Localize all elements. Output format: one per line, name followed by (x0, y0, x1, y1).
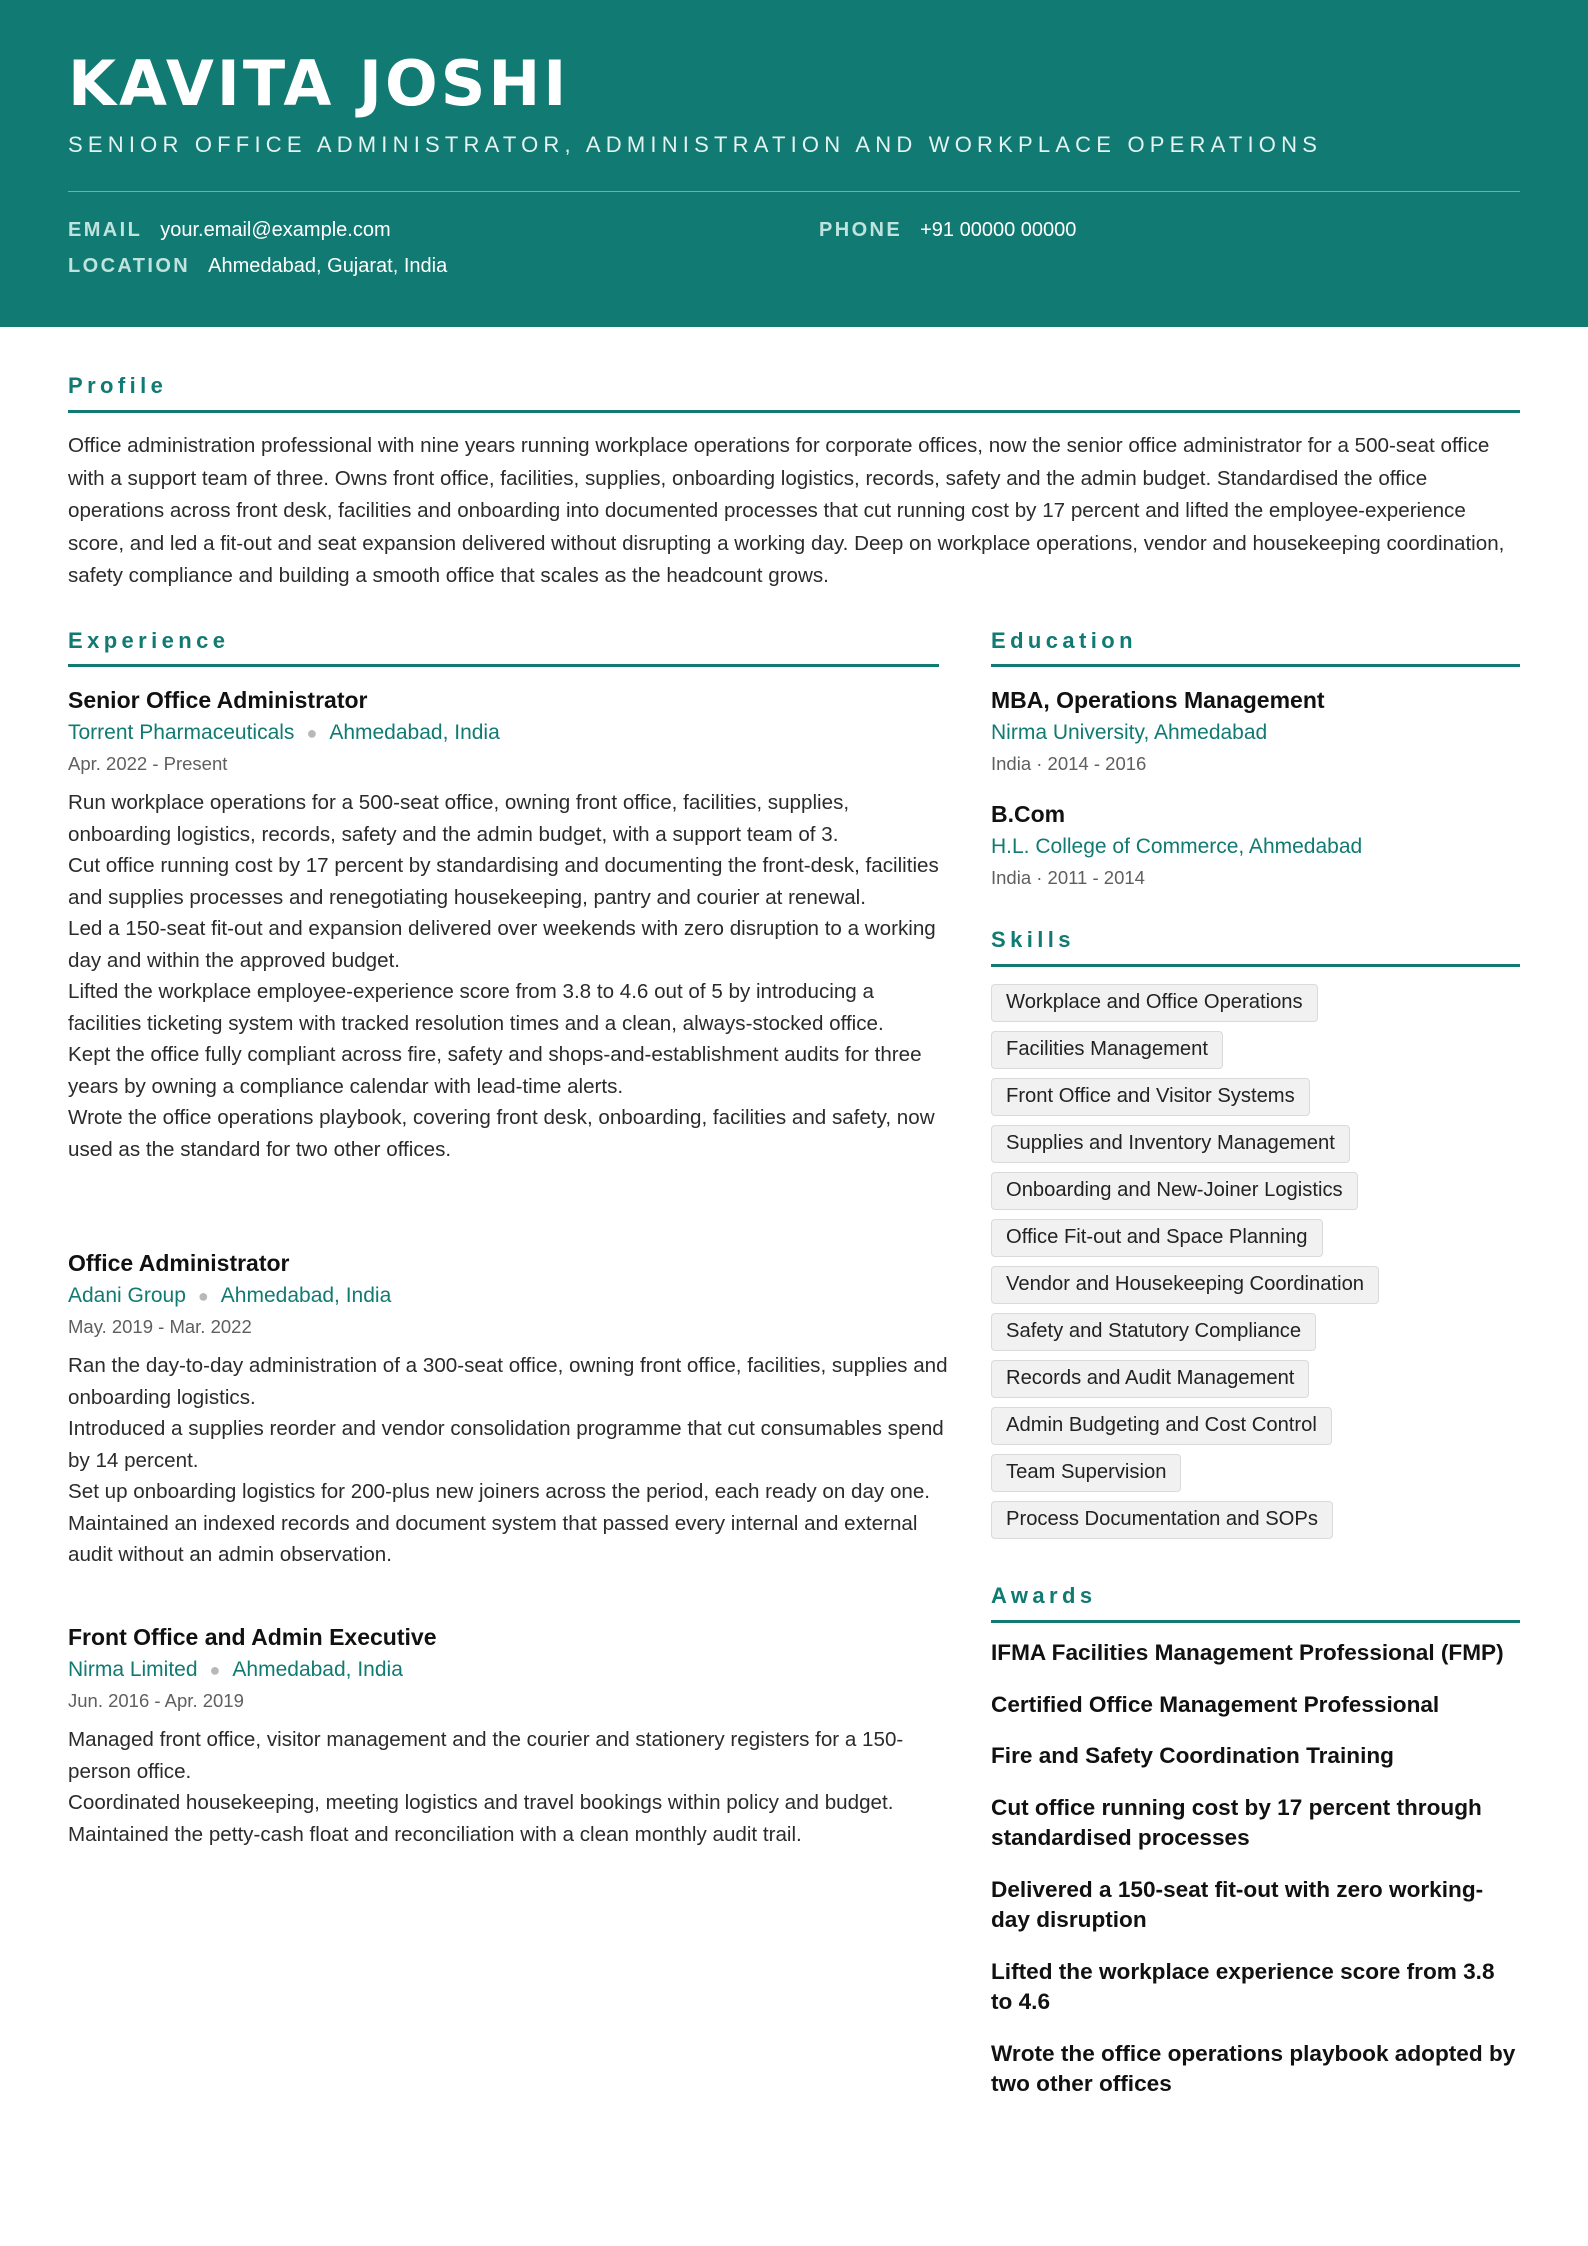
achievement-item: Lifted the workplace employee-experience score from 3.8 to 4.6 out of 5 by introducing a facilities ticketing system with tracked resolution times and a clean, always-stocked office. (68, 980, 884, 1035)
skill-tag: Records and Audit Management (991, 1360, 1309, 1398)
skill-tag: Admin Budgeting and Cost Control (991, 1407, 1332, 1445)
contact-email (68, 219, 391, 242)
job-title: Office Administrator (68, 1250, 290, 1276)
skills-list (991, 984, 1520, 1548)
profile-heading: Profile (68, 373, 168, 398)
email-value[interactable]: your.email@example.com (160, 219, 391, 241)
award-item: Lifted the workplace experience score from 3.8 to 4.6 (991, 1958, 1495, 2014)
email-label: EMAIL (68, 219, 143, 241)
candidate-name: KAVITA JOSHI (68, 47, 570, 120)
education-divider (991, 664, 1520, 667)
experience-heading: Experience (68, 628, 230, 653)
candidate-headline: SENIOR OFFICE ADMINISTRATOR, ADMINISTRATION AND WORKPLACE OPERATIONS (68, 132, 1323, 157)
profile-divider (68, 410, 1520, 413)
award-item: IFMA Facilities Management Professional (FMP) (991, 1640, 1504, 1665)
achievement-item: Run workplace operations for a 500-seat office, owning front office, facilities, supplies, onboarding logistics, records, safety and the admin budget, with a support team of 3. (68, 791, 850, 846)
job-entry (68, 1622, 948, 1850)
award-item: Fire and Safety Coordination Training (991, 1743, 1394, 1768)
skill-tag: Team Supervision (991, 1454, 1181, 1492)
job-employer (68, 718, 948, 748)
job-location: Ahmedabad, India (220, 1284, 392, 1307)
achievement-item: Coordinated housekeeping, meeting logistics and travel bookings within policy and budget. (68, 1791, 894, 1814)
achievement-item: Managed front office, visitor management and the courier and stationery registers for a 150-person office. (68, 1728, 904, 1783)
degree-title: MBA, Operations Management (991, 687, 1325, 713)
skill-tag: Onboarding and New-Joiner Logistics (991, 1172, 1358, 1210)
job-title: Front Office and Admin Executive (68, 1624, 437, 1650)
school-name: Nirma University, Ahmedabad (991, 721, 1268, 744)
awards-list (991, 1638, 1521, 2121)
separator-dot-icon: ● (209, 1660, 221, 1680)
company-name: Nirma Limited (68, 1658, 198, 1681)
contact-phone (819, 219, 1076, 242)
achievement-item: Wrote the office operations playbook, covering front desk, onboarding, facilities and safety, now used as the standard for two other offices. (68, 1106, 935, 1161)
education-meta: India · 2011 - 2014 (991, 867, 1145, 888)
job-employer (68, 1281, 948, 1311)
separator-dot-icon: ● (197, 1286, 209, 1306)
experience-divider (68, 664, 939, 667)
education-entry (991, 799, 1362, 891)
achievement-item: Kept the office fully compliant across fire, safety and shops-and-establishment audits for three years by owning a compliance calendar with lead-time alerts. (68, 1043, 922, 1098)
skill-tag: Safety and Statutory Compliance (991, 1313, 1316, 1351)
contact-location (68, 255, 447, 278)
company-name: Adani Group (68, 1284, 186, 1307)
achievement-item: Set up onboarding logistics for 200-plus new joiners across the period, each ready on day one. (68, 1480, 931, 1503)
awards-divider (991, 1620, 1520, 1623)
skill-tag: Process Documentation and SOPs (991, 1501, 1333, 1539)
degree-title: B.Com (991, 801, 1066, 827)
skill-tag: Workplace and Office Operations (991, 984, 1318, 1022)
achievement-item: Cut office running cost by 17 percent by standardising and documenting the front-desk, facilities and supplies processes and renegotiating housekeeping, pantry and courier at renewal. (68, 854, 939, 909)
achievement-item: Maintained the petty-cash float and reconciliation with a clean monthly audit trail. (68, 1822, 802, 1846)
achievement-item: Maintained an indexed records and document system that passed every internal and external audit without an admin observation. (68, 1511, 918, 1566)
separator-dot-icon: ● (306, 723, 318, 743)
achievement-item: Ran the day-to-day administration of a 300-seat office, owning front office, facilities, supplies and onboarding logistics. (68, 1354, 948, 1409)
job-entry (68, 1248, 948, 1571)
job-title: Senior Office Administrator (68, 687, 368, 713)
phone-value[interactable]: +91 00000 00000 (920, 219, 1077, 241)
profile-summary: Office administration professional with nine years running workplace operations for corporate offices, now the senior office administrator for a 500-seat office with a support team of three. Owns front office, facilities, supplies, onboarding logistics, records, safety and the admin budget. Standardised the office operations across front desk, facilities and onboarding into documented processes that cut running cost by 17 percent and lifted the employee-experience score, and led a fit-out and seat expansion delivered without disrupting a working day. Deep on workplace operations, vendor and housekeeping coordination, safety compliance and building a smooth office that scales as the headcount grows. (68, 434, 1505, 588)
achievement-item: Led a 150-seat fit-out and expansion delivered over weekends with zero disruption to a working day and within the approved budget. (68, 917, 936, 972)
achievement-item: Introduced a supplies reorder and vendor consolidation programme that cut consumables spend by 14 percent. (68, 1417, 944, 1472)
skill-tag: Vendor and Housekeeping Coordination (991, 1266, 1379, 1304)
job-achievements (68, 1724, 948, 1850)
education-entry (991, 685, 1325, 777)
location-value: Ahmedabad, Gujarat, India (208, 255, 448, 277)
education-heading: Education (991, 628, 1137, 653)
job-location: Ahmedabad, India (232, 1658, 403, 1681)
award-item: Certified Office Management Professional (991, 1691, 1440, 1717)
award-item: Delivered a 150-seat fit-out with zero working-day disruption (991, 1876, 1484, 1932)
awards-heading: Awards (991, 1583, 1097, 1608)
job-employer (68, 1655, 948, 1685)
job-achievements (68, 1350, 948, 1571)
skill-tag: Facilities Management (991, 1031, 1223, 1069)
award-item: Cut office running cost by 17 percent through standardised processes (991, 1794, 1482, 1850)
job-achievements (68, 787, 948, 1165)
job-entry (68, 685, 948, 1165)
award-item: Wrote the office operations playbook adopted by two other offices (991, 2040, 1516, 2096)
company-name: Torrent Pharmaceuticals (68, 721, 295, 744)
location-label: LOCATION (68, 255, 191, 277)
skills-heading: Skills (991, 927, 1075, 952)
phone-label: PHONE (819, 219, 903, 241)
skill-tag: Office Fit-out and Space Planning (991, 1219, 1323, 1257)
skills-divider (991, 964, 1520, 967)
job-location: Ahmedabad, India (329, 721, 500, 744)
job-dates: Apr. 2022 - Present (68, 753, 228, 774)
job-dates: May. 2019 - Mar. 2022 (68, 1316, 252, 1337)
resume-header (0, 0, 1588, 327)
school-name: H.L. College of Commerce, Ahmedabad (991, 835, 1363, 858)
skill-tag: Supplies and Inventory Management (991, 1125, 1350, 1163)
education-meta: India · 2014 - 2016 (991, 753, 1147, 774)
header-divider (68, 191, 1520, 192)
job-dates: Jun. 2016 - Apr. 2019 (68, 1690, 244, 1711)
skill-tag: Front Office and Visitor Systems (991, 1078, 1310, 1116)
